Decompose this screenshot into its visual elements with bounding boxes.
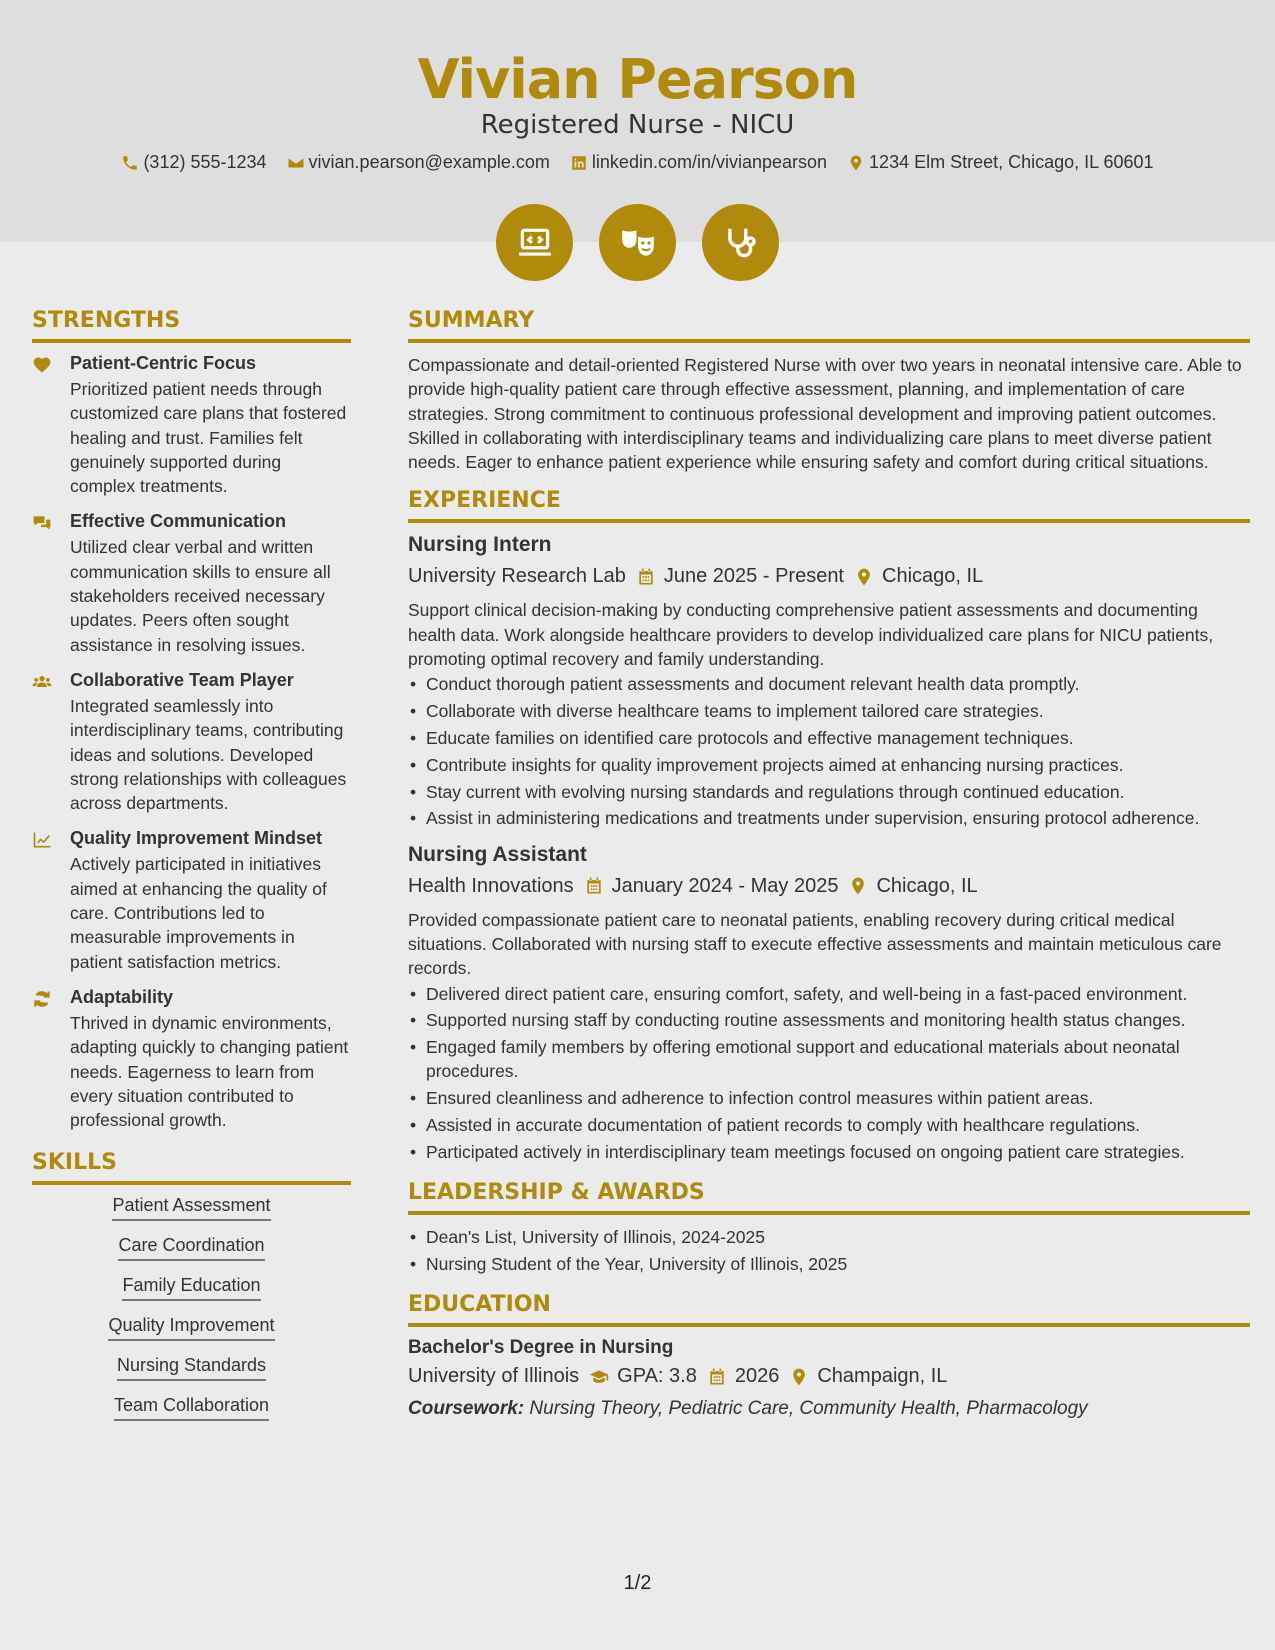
stethoscope-icon — [722, 224, 760, 262]
award-item: • Nursing Student of the Year, University of Illinois, 2025 — [408, 1252, 1250, 1276]
job-bullet: • Collaborate with diverse healthcare teams to implement tailored care strategies. — [408, 699, 1250, 723]
linkedin-icon — [570, 154, 588, 172]
laptop-code-icon — [516, 224, 554, 262]
stethoscope-badge — [702, 204, 779, 281]
summary-section — [408, 308, 1250, 474]
job-title: Nursing Assistant — [408, 842, 587, 866]
awards-list — [408, 1225, 1250, 1276]
job-meta — [408, 875, 1250, 898]
users-icon — [32, 672, 52, 692]
skill-item: Quality Improvement — [108, 1315, 274, 1341]
coursework — [408, 1398, 1250, 1420]
job-bullet: • Delivered direct patient care, ensuring comfort, safety, and well-being in a fast-paced environment. — [408, 982, 1250, 1006]
job-entry — [408, 533, 1250, 830]
job-bullet: • Assisted in accurate documentation of patient records to comply with healthcare regulations. — [408, 1113, 1250, 1137]
job-company: University Research Lab — [408, 565, 626, 588]
email-text: vivian.pearson@example.com — [308, 152, 550, 172]
job-bullet: • Conduct thorough patient assessments and document relevant health data promptly. — [408, 672, 1250, 696]
contact-email[interactable] — [287, 152, 550, 173]
gpa: GPA: 3.8 — [617, 1365, 697, 1388]
job-bullets — [408, 672, 1250, 830]
school-name: University of Illinois — [408, 1365, 580, 1388]
job-meta — [408, 565, 1250, 588]
education-section — [408, 1292, 1250, 1420]
contact-phone — [121, 152, 266, 173]
strength-text: Actively participated in initiatives aimed at enhancing the quality of care. Contributions led to measurable improvements in patient satisfaction metrics. — [70, 854, 327, 972]
strength-item — [32, 511, 351, 656]
graduation-cap-icon — [589, 1367, 609, 1387]
header-badges — [496, 204, 779, 281]
job-bullet: • Stay current with evolving nursing standards and regulations through continued education. — [408, 780, 1250, 804]
experience-heading: EXPERIENCE — [408, 488, 1250, 523]
theater-masks-icon — [619, 224, 657, 262]
grad-year: 2026 — [734, 1365, 780, 1388]
awards-section — [408, 1180, 1250, 1276]
strength-item — [32, 987, 351, 1132]
job-bullet: • Participated actively in interdisciplinary team meetings focused on ongoing patient care strategies. — [408, 1140, 1250, 1164]
skills-heading: SKILLS — [32, 1150, 351, 1185]
strength-text: Utilized clear verbal and written communication skills to ensure all stakeholders received necessary updates. Peers often sought assistance in resolving issues. — [70, 537, 331, 655]
page-number: 1/2 — [623, 1572, 652, 1594]
address-text: 1234 Elm Street, Chicago, IL 60601 — [869, 152, 1154, 172]
skill-item: Care Coordination — [118, 1235, 264, 1261]
job-location: Chicago, IL — [882, 565, 984, 588]
phone-icon — [121, 154, 139, 172]
job-bullet: • Contribute insights for quality improvement projects aimed at enhancing nursing practices. — [408, 753, 1250, 777]
skills-section — [32, 1150, 351, 1421]
sync-icon — [32, 989, 52, 1009]
skill-item: Family Education — [122, 1275, 260, 1301]
summary-heading: SUMMARY — [408, 308, 1250, 343]
contact-bar — [0, 152, 1275, 173]
strength-title: Effective Communication — [70, 511, 287, 532]
skill-item: Patient Assessment — [112, 1195, 270, 1221]
summary-text: Compassionate and detail-oriented Registered Nurse with over two years in neonatal intensive care. Able to provide high-quality patient care through effective assessment, planning, and implementation of care strategies. Strong commitment to continuous professional development and improving patient outcomes. Skilled in collaborating with interdisciplinary teams and individualizing care plans to meet diverse patient needs. Eager to enhance patient experience while ensuring safety and comfort during critical situations. — [408, 355, 1242, 473]
job-bullet: • Assist in administering medications and treatments under supervision, ensuring protocol adherence. — [408, 806, 1250, 830]
awards-heading: LEADERSHIP & AWARDS — [408, 1180, 1250, 1215]
strength-item — [32, 353, 351, 498]
job-bullet: • Supported nursing staff by conducting routine assessments and monitoring health status changes. — [408, 1008, 1250, 1032]
strength-title: Adaptability — [70, 986, 174, 1007]
coursework-text: Nursing Theory, Pediatric Care, Community Health, Pharmacology — [529, 1398, 1088, 1420]
job-bullets — [408, 982, 1250, 1165]
strengths-heading: STRENGTHS — [32, 308, 351, 343]
contact-address — [847, 152, 1154, 173]
strength-text: Integrated seamlessly into interdisciplinary teams, contributing ideas and solutions. Developed strong relationships with colleagues across departments. — [70, 695, 347, 814]
candidate-role: Registered Nurse - NICU — [480, 110, 795, 140]
job-bullet: • Engaged family members by offering emotional support and educational materials about neonatal procedures. — [408, 1035, 1250, 1084]
map-pin-icon — [848, 876, 868, 896]
chart-line-icon — [32, 830, 52, 850]
left-column — [32, 308, 351, 1421]
theater-masks-badge — [599, 204, 676, 281]
strength-item — [32, 670, 351, 815]
coursework-label: Coursework: — [408, 1398, 525, 1420]
skill-item: Team Collaboration — [114, 1395, 269, 1421]
linkedin-text: linkedin.com/in/vivianpearson — [591, 152, 828, 172]
calendar-icon — [707, 1367, 727, 1387]
job-dates: January 2024 - May 2025 — [611, 874, 839, 897]
skill-item: Nursing Standards — [117, 1355, 266, 1381]
award-item: • Dean's List, University of Illinois, 2024-2025 — [408, 1225, 1250, 1249]
map-pin-icon — [789, 1367, 809, 1387]
right-column — [408, 308, 1250, 1420]
job-company: Health Innovations — [408, 874, 574, 897]
strength-text: Thrived in dynamic environments, adapting quickly to changing patient needs. Eagerness to learn from every situation contributed to professional growth. — [70, 1012, 349, 1131]
calendar-icon — [584, 876, 604, 896]
job-entry — [408, 843, 1250, 1164]
envelope-icon — [287, 154, 305, 172]
strength-title: Patient-Centric Focus — [70, 353, 257, 373]
job-title: Nursing Intern — [408, 533, 552, 557]
strengths-list — [32, 353, 351, 1132]
job-dates: June 2025 - Present — [663, 565, 844, 588]
heart-icon — [32, 355, 52, 375]
candidate-name: Vivian Pearson — [417, 48, 858, 111]
degree-title: Bachelor's Degree in Nursing — [408, 1337, 674, 1359]
job-bullet: • Educate families on identified care protocols and effective management techniques. — [408, 726, 1250, 750]
comments-icon — [32, 513, 52, 533]
job-description: Support clinical decision-making by conducting comprehensive patient assessments and documenting health data. Work alongside healthcare providers to develop individualized care plans for NICU patients, promoting optimal recovery and family understanding. — [408, 600, 1214, 670]
laptop-code-badge — [496, 204, 573, 281]
school-location: Champaign, IL — [817, 1365, 948, 1388]
strength-item — [32, 828, 351, 973]
strength-title: Collaborative Team Player — [70, 669, 294, 690]
job-bullet: • Ensured cleanliness and adherence to infection control measures within patient areas. — [408, 1086, 1250, 1110]
job-location: Chicago, IL — [876, 874, 978, 897]
job-description: Provided compassionate patient care to neonatal patients, enabling recovery during critical medical situations. Collaborated with nursing staff to execute effective assessments and maintain meticulous care records. — [408, 909, 1222, 979]
phone-text: (312) 555-1234 — [143, 152, 267, 172]
calendar-icon — [636, 567, 656, 587]
skills-list — [32, 1195, 351, 1421]
contact-linkedin[interactable] — [570, 152, 827, 173]
strength-title: Quality Improvement Mindset — [70, 828, 323, 849]
education-meta — [408, 1365, 1250, 1388]
experience-section — [408, 488, 1250, 1164]
education-heading: EDUCATION — [408, 1292, 1250, 1327]
map-pin-icon — [847, 154, 865, 172]
map-pin-icon — [854, 567, 874, 587]
strength-text: Prioritized patient needs through customized care plans that fostered healing and trust. Families felt genuinely supported during complex treatments. — [70, 379, 347, 497]
